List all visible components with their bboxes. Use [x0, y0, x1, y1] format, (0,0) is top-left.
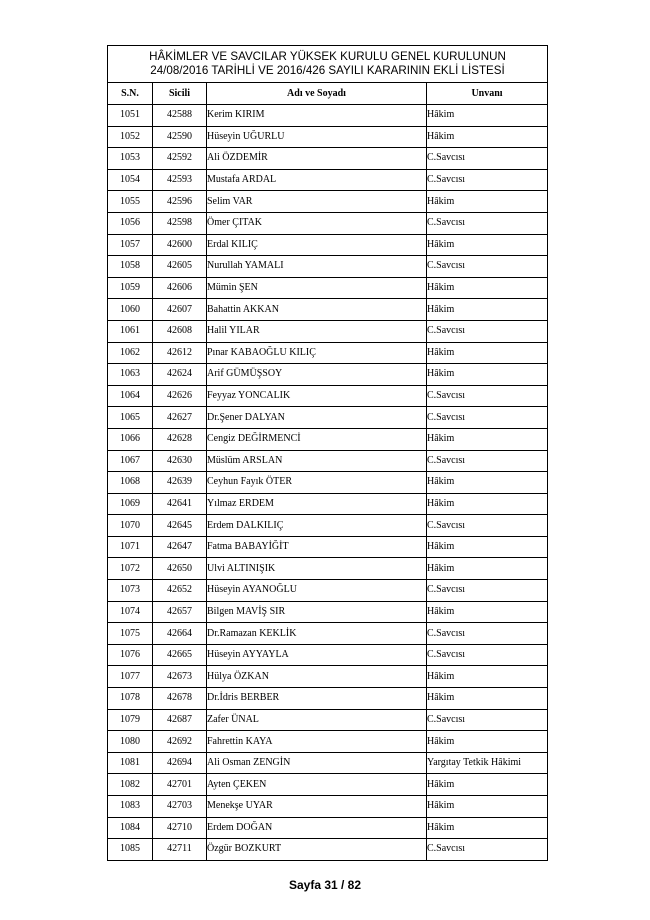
cell-title: Hâkim	[427, 796, 548, 818]
column-header-sn: S.N.	[108, 83, 153, 105]
table-row	[108, 666, 548, 688]
cell-sn: 1071	[108, 536, 153, 558]
cell-title: Yargıtay Tetkik Hâkimi	[427, 752, 548, 774]
title-line-2: 24/08/2016 TARİHLİ VE 2016/426 SAYILI KARARININ EKLİ LİSTESİ	[150, 64, 505, 77]
cell-sicil: 42650	[153, 558, 207, 580]
cell-name: Dr.Ramazan KEKLİK	[207, 623, 427, 645]
cell-sn: 1053	[108, 148, 153, 170]
cell-name: Nurullah YAMALI	[207, 256, 427, 278]
table-body	[108, 105, 548, 861]
cell-sicil: 42590	[153, 126, 207, 148]
cell-sicil: 42692	[153, 731, 207, 753]
cell-name: Ali ÖZDEMİR	[207, 148, 427, 170]
cell-name: Dr.İdris BERBER	[207, 688, 427, 710]
cell-name: Hülya ÖZKAN	[207, 666, 427, 688]
cell-sn: 1065	[108, 407, 153, 429]
cell-sn: 1070	[108, 515, 153, 537]
table-row	[108, 428, 548, 450]
table-row	[108, 191, 548, 213]
title-line-1: HÂKİMLER VE SAVCILAR YÜKSEK KURULU GENEL KURULUNUN	[149, 50, 506, 63]
cell-sn: 1068	[108, 472, 153, 494]
table-row	[108, 817, 548, 839]
cell-sicil: 42678	[153, 688, 207, 710]
cell-sn: 1059	[108, 277, 153, 299]
cell-title: Hâkim	[427, 536, 548, 558]
cell-sicil: 42673	[153, 666, 207, 688]
cell-title: Hâkim	[427, 191, 548, 213]
cell-title: Hâkim	[427, 472, 548, 494]
cell-title: Hâkim	[427, 774, 548, 796]
table-row	[108, 731, 548, 753]
cell-sn: 1062	[108, 342, 153, 364]
cell-name: Menekşe UYAR	[207, 796, 427, 818]
cell-name: Ali Osman ZENGİN	[207, 752, 427, 774]
document-sheet	[107, 45, 547, 861]
cell-title: Hâkim	[427, 493, 548, 515]
cell-name: Cengiz DEĞİRMENCİ	[207, 428, 427, 450]
cell-sn: 1081	[108, 752, 153, 774]
table-row	[108, 774, 548, 796]
column-header-sicil: Sicili	[153, 83, 207, 105]
table-row	[108, 644, 548, 666]
cell-sicil: 42627	[153, 407, 207, 429]
cell-sn: 1055	[108, 191, 153, 213]
cell-sn: 1057	[108, 234, 153, 256]
cell-sicil: 42592	[153, 148, 207, 170]
header-row	[108, 83, 548, 105]
cell-title: C.Savcısı	[427, 580, 548, 602]
cell-sicil: 42652	[153, 580, 207, 602]
cell-sn: 1073	[108, 580, 153, 602]
cell-sn: 1066	[108, 428, 153, 450]
cell-sicil: 42710	[153, 817, 207, 839]
cell-name: Zafer ÜNAL	[207, 709, 427, 731]
cell-sn: 1054	[108, 169, 153, 191]
table-row	[108, 515, 548, 537]
table-row	[108, 148, 548, 170]
cell-name: Hüseyin AYYAYLA	[207, 644, 427, 666]
table-row	[108, 493, 548, 515]
cell-sicil: 42641	[153, 493, 207, 515]
table-row	[108, 580, 548, 602]
cell-name: Halil YILAR	[207, 320, 427, 342]
cell-name: Yılmaz ERDEM	[207, 493, 427, 515]
cell-name: Özgür BOZKURT	[207, 839, 427, 861]
cell-name: Kerim KIRIM	[207, 105, 427, 127]
cell-sn: 1064	[108, 385, 153, 407]
column-header-unvan: Unvanı	[427, 83, 548, 105]
table-row	[108, 105, 548, 127]
cell-title: C.Savcısı	[427, 148, 548, 170]
table-row	[108, 709, 548, 731]
table-row	[108, 234, 548, 256]
cell-sn: 1079	[108, 709, 153, 731]
cell-title: Hâkim	[427, 277, 548, 299]
cell-sn: 1060	[108, 299, 153, 321]
cell-sicil: 42645	[153, 515, 207, 537]
cell-name: Erdal KILIÇ	[207, 234, 427, 256]
cell-name: Ceyhun Fayık ÖTER	[207, 472, 427, 494]
cell-sn: 1061	[108, 320, 153, 342]
cell-sicil: 42694	[153, 752, 207, 774]
cell-sn: 1076	[108, 644, 153, 666]
table-row	[108, 126, 548, 148]
cell-sn: 1063	[108, 364, 153, 386]
table-row	[108, 623, 548, 645]
table-row	[108, 450, 548, 472]
cell-sn: 1084	[108, 817, 153, 839]
cell-sn: 1069	[108, 493, 153, 515]
cell-title: Hâkim	[427, 688, 548, 710]
cell-title: C.Savcısı	[427, 407, 548, 429]
cell-name: Mümin ŞEN	[207, 277, 427, 299]
cell-sn: 1082	[108, 774, 153, 796]
cell-title: Hâkim	[427, 558, 548, 580]
cell-sicil: 42647	[153, 536, 207, 558]
table-row	[108, 169, 548, 191]
table-row	[108, 212, 548, 234]
cell-sicil: 42639	[153, 472, 207, 494]
cell-sicil: 42626	[153, 385, 207, 407]
cell-sicil: 42612	[153, 342, 207, 364]
cell-name: Pınar KABAOĞLU KILIÇ	[207, 342, 427, 364]
cell-title: C.Savcısı	[427, 515, 548, 537]
cell-name: Ulvi ALTINIŞIK	[207, 558, 427, 580]
table-row	[108, 688, 548, 710]
cell-title: C.Savcısı	[427, 256, 548, 278]
cell-sn: 1075	[108, 623, 153, 645]
cell-title: Hâkim	[427, 342, 548, 364]
title-row	[108, 46, 548, 83]
cell-sicil: 42605	[153, 256, 207, 278]
table-row	[108, 277, 548, 299]
cell-name: Hüseyin UĞURLU	[207, 126, 427, 148]
cell-title: Hâkim	[427, 126, 548, 148]
cell-sn: 1067	[108, 450, 153, 472]
cell-title: C.Savcısı	[427, 839, 548, 861]
cell-name: Bahattin AKKAN	[207, 299, 427, 321]
cell-title: C.Savcısı	[427, 623, 548, 645]
cell-title: C.Savcısı	[427, 385, 548, 407]
cell-sn: 1077	[108, 666, 153, 688]
cell-sicil: 42606	[153, 277, 207, 299]
cell-title: Hâkim	[427, 817, 548, 839]
cell-title: C.Savcısı	[427, 450, 548, 472]
cell-sn: 1058	[108, 256, 153, 278]
table-row	[108, 839, 548, 861]
cell-sicil: 42588	[153, 105, 207, 127]
cell-title: Hâkim	[427, 364, 548, 386]
cell-name: Mustafa ARDAL	[207, 169, 427, 191]
cell-title: C.Savcısı	[427, 709, 548, 731]
table-row	[108, 472, 548, 494]
column-header-ad: Adı ve Soyadı	[207, 83, 427, 105]
cell-sicil: 42687	[153, 709, 207, 731]
cell-sn: 1072	[108, 558, 153, 580]
cell-name: Ayten ÇEKEN	[207, 774, 427, 796]
cell-sicil: 42600	[153, 234, 207, 256]
cell-title: Hâkim	[427, 731, 548, 753]
cell-sicil: 42607	[153, 299, 207, 321]
cell-sicil: 42608	[153, 320, 207, 342]
cell-sn: 1052	[108, 126, 153, 148]
cell-title: Hâkim	[427, 666, 548, 688]
document-title	[108, 46, 548, 83]
cell-title: C.Savcısı	[427, 212, 548, 234]
cell-name: Bilgen MAVİŞ SIR	[207, 601, 427, 623]
cell-sicil: 42628	[153, 428, 207, 450]
cell-name: Erdem DALKILIÇ	[207, 515, 427, 537]
cell-title: Hâkim	[427, 428, 548, 450]
cell-sicil: 42624	[153, 364, 207, 386]
cell-name: Fatma BABAYİĞİT	[207, 536, 427, 558]
cell-title: C.Savcısı	[427, 169, 548, 191]
cell-sicil: 42711	[153, 839, 207, 861]
cell-sicil: 42657	[153, 601, 207, 623]
cell-sn: 1085	[108, 839, 153, 861]
table-row	[108, 796, 548, 818]
cell-sicil: 42701	[153, 774, 207, 796]
table-row	[108, 752, 548, 774]
cell-sicil: 42664	[153, 623, 207, 645]
cell-sn: 1051	[108, 105, 153, 127]
table-row	[108, 407, 548, 429]
cell-sn: 1078	[108, 688, 153, 710]
table-row	[108, 342, 548, 364]
cell-sicil: 42596	[153, 191, 207, 213]
cell-sicil: 42630	[153, 450, 207, 472]
personnel-table	[107, 45, 548, 861]
cell-title: Hâkim	[427, 105, 548, 127]
table-row	[108, 320, 548, 342]
cell-title: Hâkim	[427, 234, 548, 256]
table-row	[108, 601, 548, 623]
cell-sn: 1083	[108, 796, 153, 818]
cell-title: C.Savcısı	[427, 320, 548, 342]
cell-name: Selim VAR	[207, 191, 427, 213]
cell-name: Hüseyin AYANOĞLU	[207, 580, 427, 602]
cell-title: Hâkim	[427, 299, 548, 321]
cell-name: Ömer ÇITAK	[207, 212, 427, 234]
cell-name: Dr.Şener DALYAN	[207, 407, 427, 429]
cell-sn: 1074	[108, 601, 153, 623]
cell-sicil: 42593	[153, 169, 207, 191]
table-row	[108, 558, 548, 580]
cell-name: Fahrettin KAYA	[207, 731, 427, 753]
cell-sicil: 42598	[153, 212, 207, 234]
cell-sn: 1080	[108, 731, 153, 753]
cell-sicil: 42703	[153, 796, 207, 818]
cell-title: Hâkim	[427, 601, 548, 623]
cell-sn: 1056	[108, 212, 153, 234]
cell-title: C.Savcısı	[427, 644, 548, 666]
table-row	[108, 385, 548, 407]
table-row	[108, 536, 548, 558]
page-number: Sayfa 31 / 82	[288, 878, 362, 892]
table-row	[108, 256, 548, 278]
cell-sicil: 42665	[153, 644, 207, 666]
cell-name: Erdem DOĞAN	[207, 817, 427, 839]
table-row	[108, 364, 548, 386]
cell-name: Müslüm ARSLAN	[207, 450, 427, 472]
table-row	[108, 299, 548, 321]
cell-name: Feyyaz YONCALIK	[207, 385, 427, 407]
cell-name: Arif GÜMÜŞSOY	[207, 364, 427, 386]
